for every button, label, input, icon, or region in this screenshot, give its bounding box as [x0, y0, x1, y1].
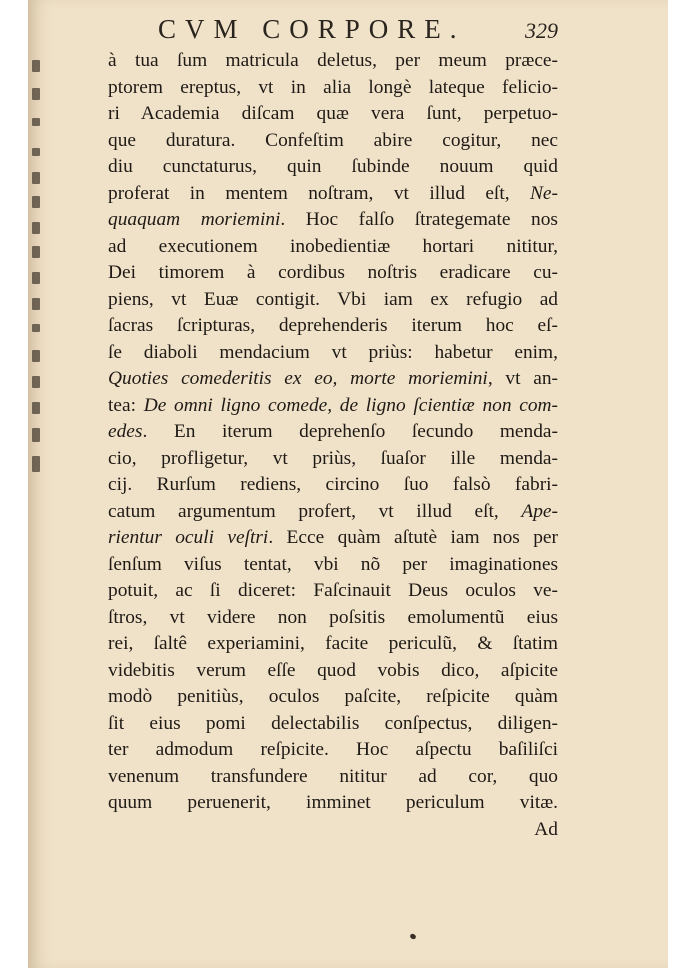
text-line — [108, 260, 558, 287]
text-span: cij. Rurſum rediens, circino ſuo falsò fabri- — [108, 474, 558, 495]
text-span: à tua ſum matricula deletus, per meum præce- — [108, 50, 558, 71]
italic-span: rientur oculi veſtri — [108, 527, 269, 548]
text-line — [108, 154, 558, 181]
bleed-through-mark — [32, 222, 40, 234]
italic-span: Ape- — [521, 500, 558, 522]
text-span: . Hoc falſo ſtrategemate nos — [280, 209, 558, 230]
text-span: venenum transfundere nititur ad cor, quo — [108, 765, 558, 787]
bleed-through-mark — [32, 402, 40, 414]
text-span: cio, profligetur, vt priùs, ſuaſor ille menda- — [108, 447, 558, 469]
catchword: Ad — [534, 818, 558, 840]
text-span: tea: — [108, 394, 144, 416]
text-line — [108, 790, 558, 817]
running-head: CVM CORPORE. — [158, 14, 466, 44]
text-line — [108, 552, 558, 579]
bleed-through-mark — [32, 428, 40, 442]
book-page — [28, 0, 668, 968]
text-span: piens, vt Euæ contigit. Vbi iam ex refugio ad — [108, 288, 558, 310]
text-span: . En iterum deprehenſo ſecundo menda- — [142, 421, 558, 442]
text-line — [108, 75, 558, 102]
text-line — [108, 313, 558, 340]
text-span: diu cunctaturus, quin ſubinde nouum quid — [108, 156, 558, 177]
text-line — [108, 207, 558, 234]
text-line — [108, 658, 558, 685]
italic-span: Quoties comederitis ex eo, morte moriemini — [108, 368, 488, 389]
body-text — [108, 48, 558, 843]
italic-span: quaquam moriemini — [108, 209, 281, 230]
text-span: ter admodum reſpicite. Hoc aſpectu baſiliſci — [108, 739, 558, 760]
text-span: Dei timorem à cordibus noſtris eradicare cu- — [108, 262, 558, 283]
text-line — [108, 684, 558, 711]
text-span: . Ecce quàm aſtutè iam nos per — [268, 527, 558, 548]
text-line — [108, 393, 558, 420]
text-span: catum argumentum profert, vt illud eſt, — [108, 500, 522, 522]
bleed-through-mark — [32, 148, 40, 156]
bleed-through-mark — [32, 88, 40, 100]
bleed-through-mark — [32, 376, 40, 388]
text-line — [108, 605, 558, 632]
italic-span: Ne- — [530, 182, 558, 204]
text-span: potuit, ac ſi diceret: Faſcinauit Deus oculos ve- — [108, 580, 558, 601]
text-span: que duratura. Confeſtim abire cogitur, nec — [108, 129, 558, 151]
text-span: videbitis verum eſſe quod vobis dico, aſpicite — [108, 659, 558, 681]
text-span: quum peruenerit, imminet periculum vitæ. — [108, 792, 558, 813]
bleed-through-mark — [32, 324, 40, 332]
text-line — [108, 366, 558, 393]
text-line — [108, 234, 558, 261]
text-span: ptorem ereptus, vt in alia longè lateque felicio- — [108, 76, 558, 98]
text-span: ſe diaboli mendacium vt priùs: habetur enim, — [108, 341, 558, 363]
text-line — [108, 737, 558, 764]
italic-span: De omni ligno comede, de ligno ſcientiæ non com- — [143, 394, 558, 416]
text-span: , vt an- — [487, 368, 559, 389]
italic-span: edes — [108, 421, 143, 442]
text-line — [108, 711, 558, 738]
text-line — [108, 578, 558, 605]
bleed-through-mark — [32, 196, 40, 208]
text-line — [108, 181, 558, 208]
text-line — [108, 101, 558, 128]
text-span: rei, ſaltê experiamini, facite periculũ, & ſtatim — [108, 633, 558, 654]
text-span: ſenſum viſus tentat, vbi nõ per imaginationes — [108, 553, 558, 575]
text-line — [108, 287, 558, 314]
text-line — [108, 472, 558, 499]
text-line — [108, 525, 558, 552]
text-span: ri Academia diſcam quæ vera ſunt, perpetuo- — [108, 103, 558, 124]
text-span: ad executionem inobedientiæ hortari nititur, — [108, 235, 558, 257]
text-line — [108, 48, 558, 75]
bleed-through-mark — [32, 60, 40, 72]
bleed-through-mark — [32, 272, 40, 284]
page-header — [158, 14, 558, 45]
bleed-through-mark — [32, 246, 40, 258]
text-line — [108, 446, 558, 473]
text-line — [108, 419, 558, 446]
text-line — [108, 340, 558, 367]
text-span: modò penitiùs, oculos paſcite, reſpicite quàm — [108, 686, 558, 707]
text-span: proferat in mentem noſtram, vt illud eſt, — [108, 182, 530, 204]
text-span: ſacras ſcripturas, deprehenderis iterum hoc eſ- — [108, 315, 558, 336]
text-span: ſtros, vt videre non poſsitis emolumentũ eius — [108, 606, 558, 628]
bleed-through-mark — [32, 298, 40, 310]
text-line — [108, 764, 558, 791]
ink-spot — [409, 933, 417, 940]
bleed-through-mark — [32, 456, 40, 472]
text-line — [108, 499, 558, 526]
text-line — [108, 631, 558, 658]
text-line — [108, 128, 558, 155]
bleed-through-mark — [32, 118, 40, 126]
page-number: 329 — [525, 18, 558, 43]
bleed-through-mark — [32, 172, 40, 184]
text-span: ſit eius pomi delectabilis conſpectus, diligen- — [108, 712, 558, 734]
bleed-through-mark — [32, 350, 40, 362]
